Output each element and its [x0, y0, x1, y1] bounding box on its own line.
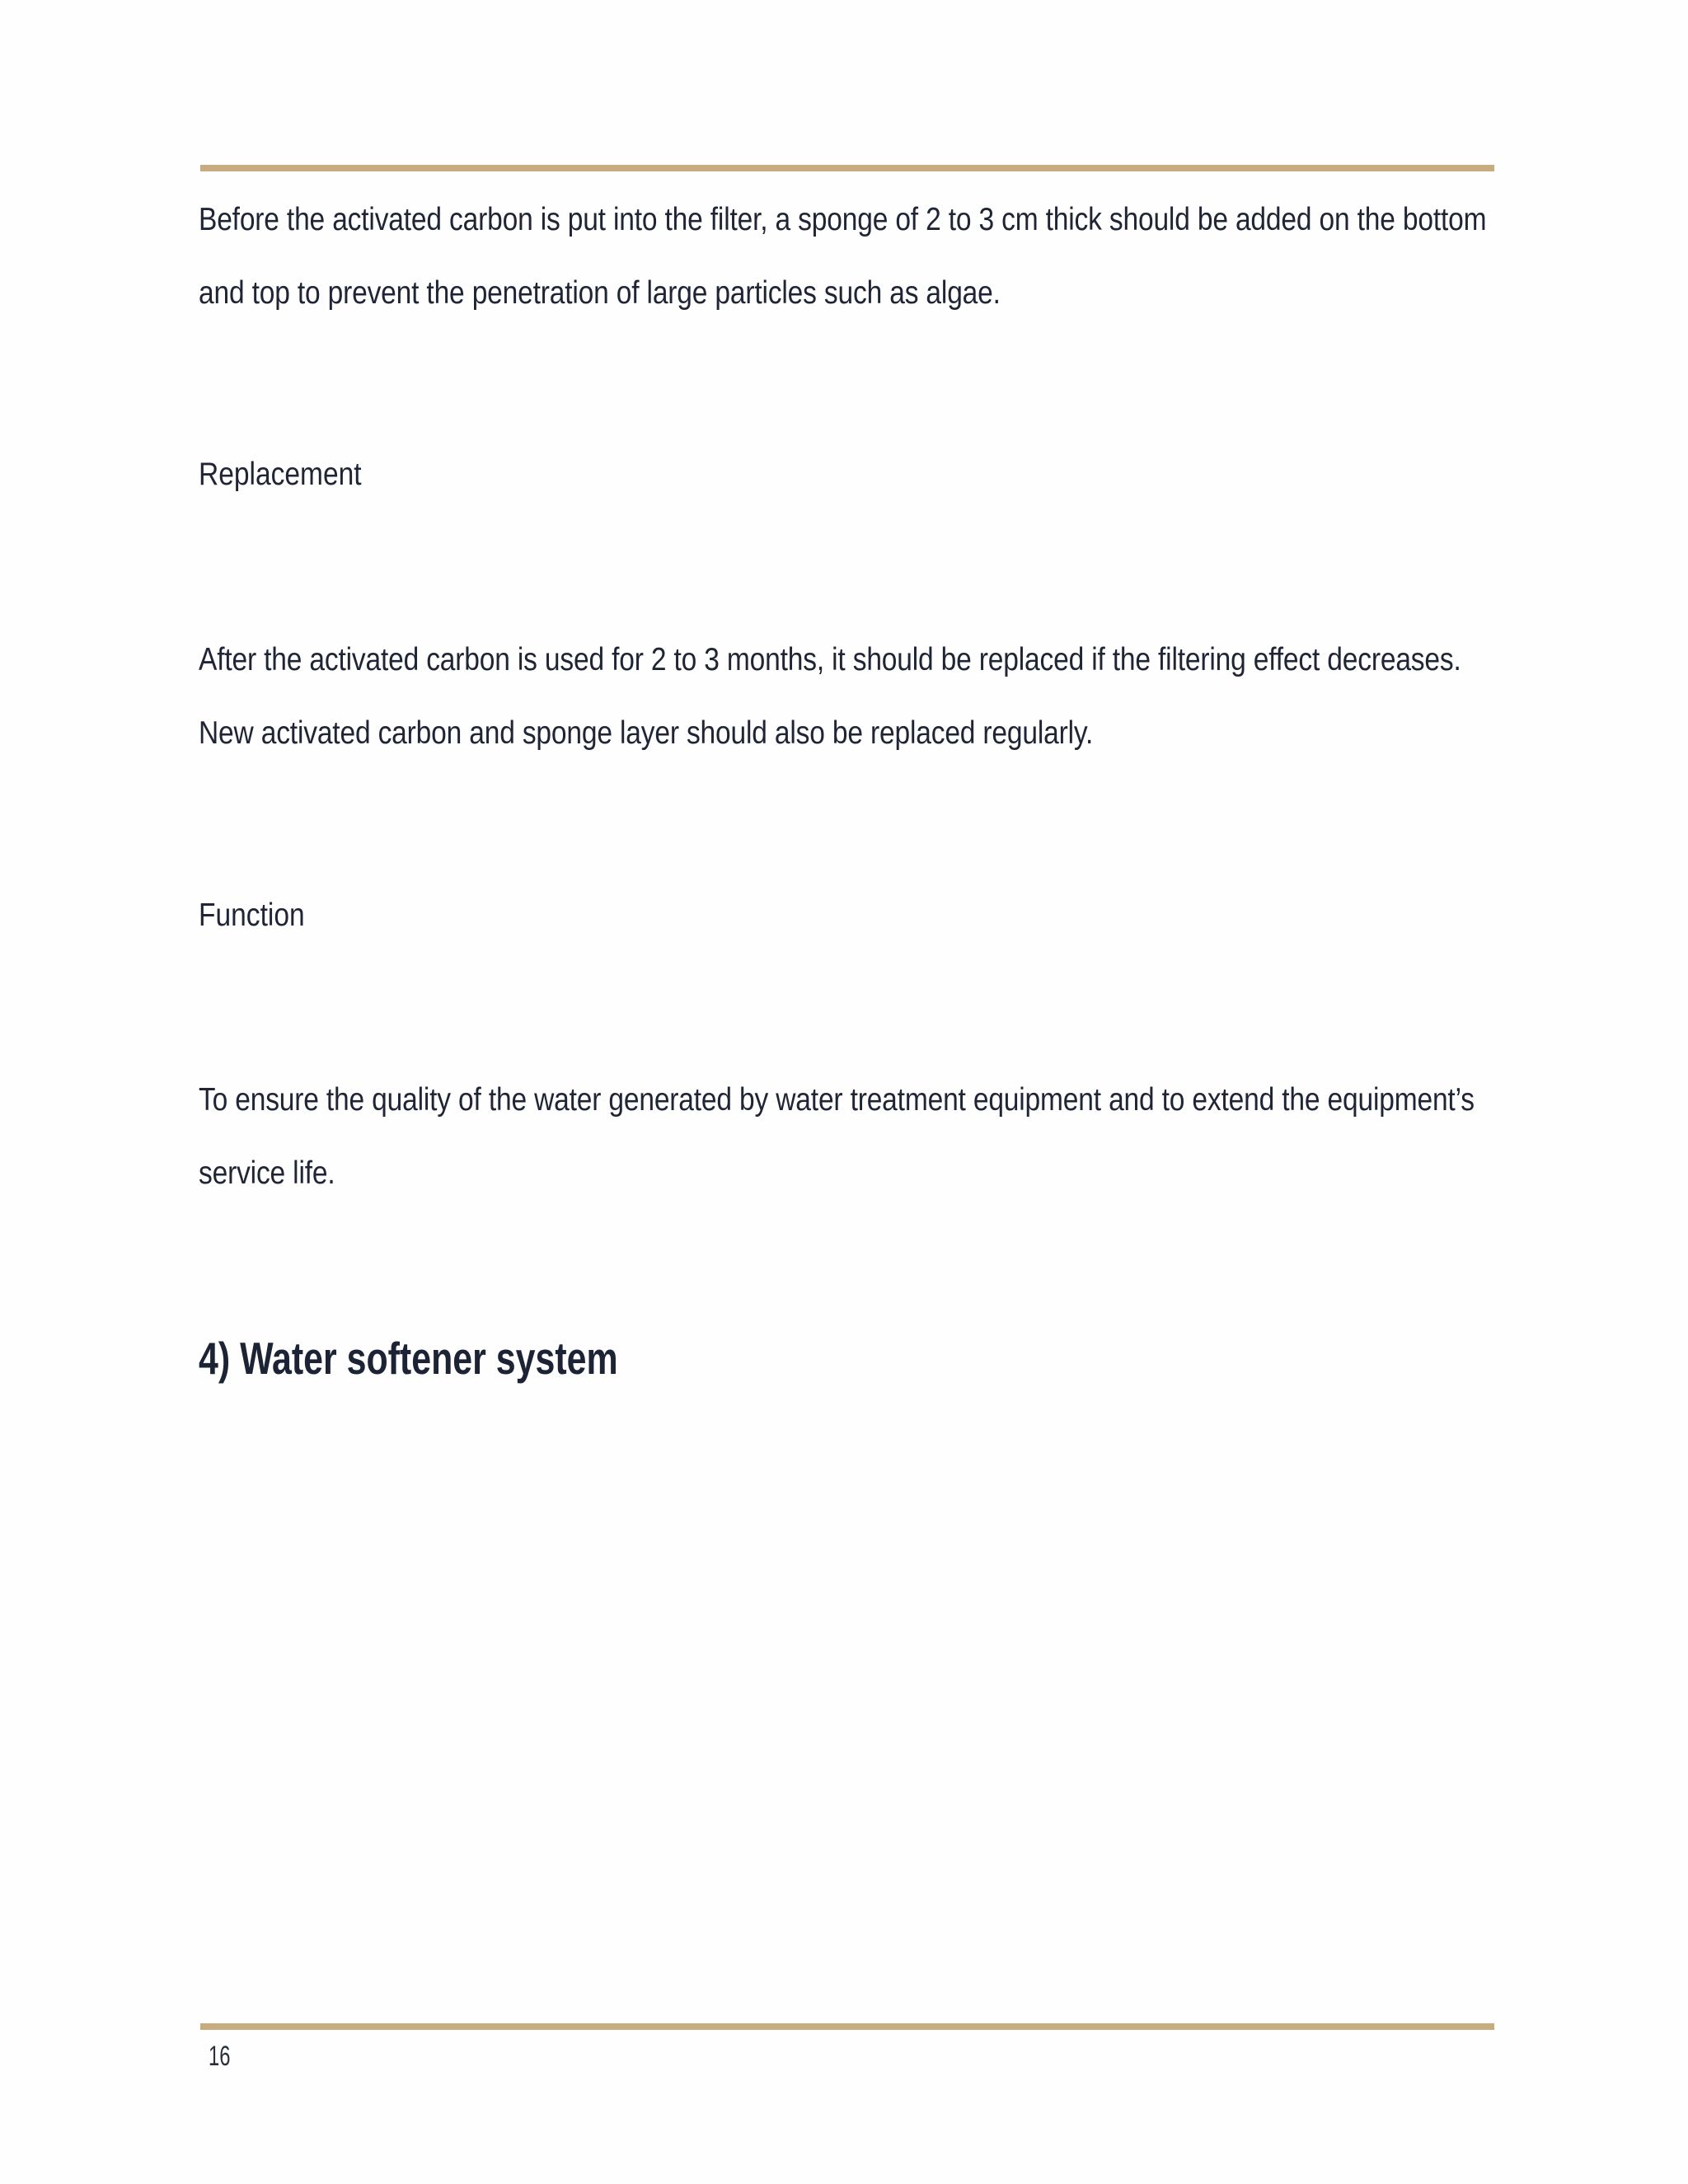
- label-function: Function: [199, 898, 305, 933]
- heading-water-softener-system: 4) Water softener system: [199, 1333, 618, 1384]
- paragraph-activated-carbon-sponge: Before the activated carbon is put into the filter, a sponge of 2 to 3 cm thick should be added on the bottom and top to prevent the penetration of large particles such as algae.: [199, 202, 1487, 311]
- top-divider-rule: [200, 165, 1494, 171]
- label-replacement: Replacement: [199, 457, 362, 492]
- paragraph-function: To ensure the quality of the water generated by water treatment equipment and to extend the equipment’s service life.: [199, 1082, 1475, 1191]
- bottom-divider-rule: [200, 2023, 1494, 2030]
- paragraph-replacement: After the activated carbon is used for 2 to 3 months, it should be replaced if the filtering effect decreases. New activated carbon and sponge layer should also be replaced regularly.: [199, 642, 1461, 751]
- page-number: 16: [209, 2041, 231, 2072]
